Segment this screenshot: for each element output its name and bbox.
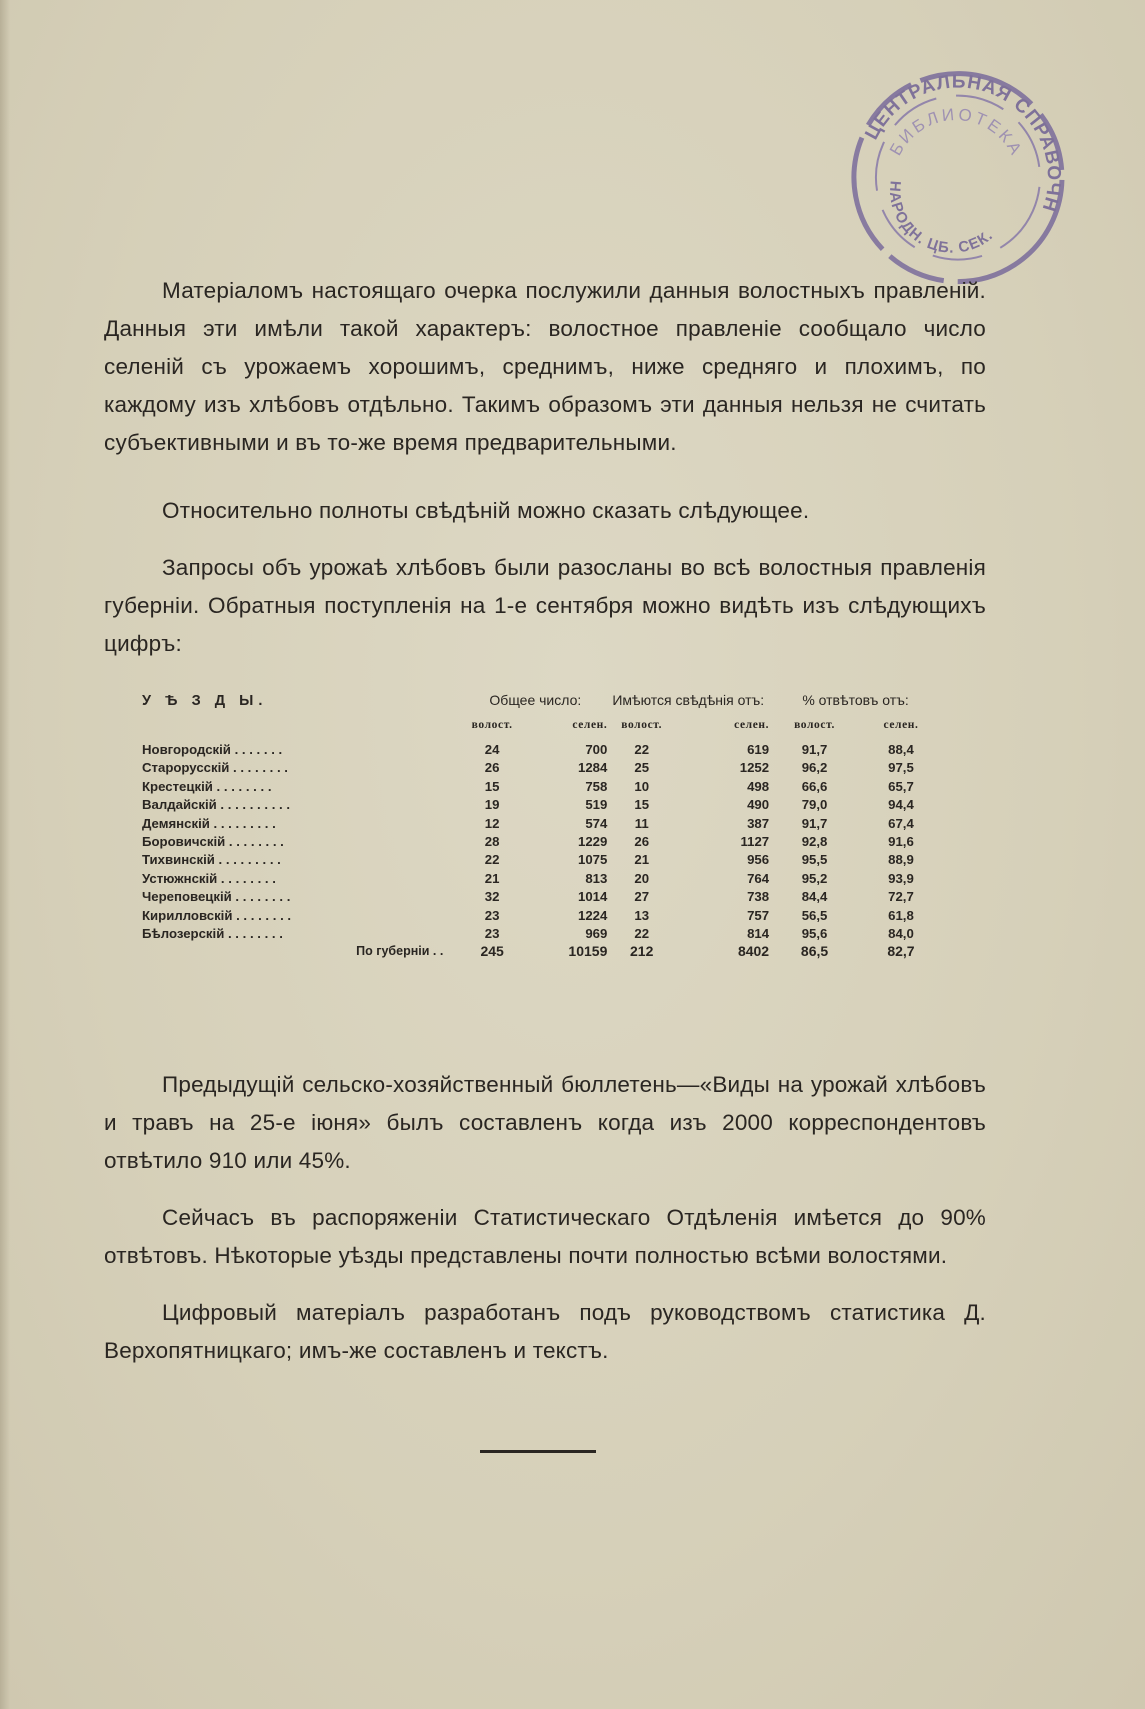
total-pct-volost: 86,5	[800, 943, 829, 960]
pct-selen: 94,4	[888, 797, 914, 813]
closing-rule	[480, 1450, 596, 1453]
total-volost: 12	[484, 815, 500, 831]
pct-selen: 91,6	[888, 834, 914, 850]
have-volost: 15	[634, 797, 650, 813]
have-volost: 13	[634, 907, 650, 923]
total-selen: 519	[585, 797, 608, 813]
svg-text:НАРОДН. ЦБ. СЕК.	[867, 175, 1003, 276]
responses-table	[142, 692, 942, 959]
table-row	[142, 851, 942, 869]
paragraph-requests: Запросы объ урожаѣ хлѣбовъ были разосланы во всѣ волостныя правленія губерніи. Обратныя поступленія на 1-е сентября можно видѣть изъ слѣдующихъ цифръ:	[104, 555, 986, 656]
total-have-selen: 8402	[737, 943, 770, 960]
page-left-edge	[0, 0, 10, 1709]
total-volost: 21	[484, 870, 500, 886]
have-selen: 490	[747, 797, 770, 813]
pct-volost: 56,5	[801, 907, 828, 923]
table-row	[142, 833, 942, 851]
paragraph-bulletin: Предыдущій сельско-хозяйственный бюллетень—«Виды на урожай хлѣбовъ и травъ на 25-е іюня» былъ составленъ когда изъ 2000 корреспондентовъ отвѣтило 910 или 45%.	[104, 1072, 986, 1173]
pct-selen: 88,9	[888, 852, 914, 868]
have-volost: 20	[634, 870, 650, 886]
total-volost: 23	[484, 926, 500, 942]
have-selen: 1127	[740, 834, 770, 850]
table-row	[142, 888, 942, 906]
have-volost: 11	[634, 815, 649, 831]
table-subheader-row	[142, 709, 942, 731]
total-selen: 1229	[578, 834, 608, 850]
total-selen: 813	[585, 870, 608, 886]
have-volost: 22	[634, 926, 650, 942]
total-volost: 22	[484, 852, 500, 868]
pct-volost: 91,7	[801, 815, 828, 831]
header-pct: % отвѣтовъ отъ:	[802, 692, 909, 708]
have-volost: 25	[634, 760, 650, 776]
uezd-name: Кирилловскій . . . . . . . .	[142, 907, 292, 923]
pct-selen: 65,7	[888, 778, 914, 794]
have-selen: 757	[747, 907, 770, 923]
header-have: Имѣются свѣдѣнія отъ:	[612, 692, 765, 708]
total-volost: 24	[484, 742, 500, 757]
subheader-selen: селен.	[883, 719, 919, 731]
have-selen: 498	[747, 778, 770, 794]
table-row	[142, 815, 942, 833]
table-row	[142, 870, 942, 888]
uezd-name: Бѣлозерскій . . . . . . . .	[142, 926, 283, 942]
total-label: По губерніи . .	[356, 944, 444, 959]
stamp-text-inner: БИБЛИОТЕКА	[885, 104, 1027, 161]
pct-volost: 95,5	[801, 852, 828, 868]
table-total-row	[142, 943, 942, 959]
pct-selen: 88,4	[888, 742, 914, 757]
text-block-top	[104, 272, 986, 663]
total-pct-selen: 82,7	[887, 943, 915, 960]
stamp-text-lower: НАРОДН. ЦБ. СЕК.	[885, 180, 997, 257]
header-total: Общее число:	[489, 692, 582, 708]
uezd-name: Старорусскій . . . . . . . .	[142, 760, 288, 776]
table-row	[142, 925, 942, 943]
paragraph-material: Матеріаломъ настоящаго очерка послужили данныя волостныхъ правленій. Данныя эти имѣли такой характеръ: волостное правленіе сообщало число селеній съ урожаемъ хорошимъ, среднимъ, ниже средняго и плохимъ, по каждому изъ хлѣбовъ отдѣльно. Такимъ образомъ эти данныя нельзя не считать субъективными и въ то-же время предварительными.	[104, 278, 986, 455]
pct-volost: 91,7	[801, 742, 828, 757]
table-row	[142, 741, 942, 759]
have-volost: 27	[634, 889, 650, 905]
have-selen: 764	[747, 870, 770, 886]
total-selen: 700	[585, 742, 608, 757]
have-volost: 21	[634, 852, 650, 868]
pct-volost: 79,0	[801, 797, 828, 813]
paragraph-current: Сейчасъ въ распоряженіи Статистическаго Отдѣленія имѣется до 90% отвѣтовъ. Нѣкоторые уѣзды представлены почти полностью всѣми волостями.	[104, 1205, 986, 1268]
uezd-name: Устюжнскій . . . . . . . .	[142, 870, 276, 886]
uezd-name: Боровичскій . . . . . . . .	[142, 834, 284, 850]
have-volost: 26	[634, 834, 650, 850]
table-row	[142, 907, 942, 925]
subheader-volost: волост.	[471, 719, 513, 731]
uezd-name: Тихвинскій . . . . . . . . .	[142, 852, 281, 868]
pct-volost: 84,4	[801, 889, 828, 905]
have-volost: 10	[634, 778, 650, 794]
table-row	[142, 796, 942, 814]
pct-selen: 97,5	[888, 760, 914, 776]
pct-selen: 84,0	[888, 926, 914, 942]
have-selen: 619	[747, 742, 770, 757]
pct-volost: 92,8	[801, 834, 828, 850]
total-selen: 758	[585, 778, 608, 794]
total-have-volost: 212	[630, 943, 654, 960]
uezd-name: Валдайскій . . . . . . . . . .	[142, 797, 291, 813]
header-uezd: У Ѣ З Д Ы.	[142, 692, 268, 709]
uezd-name: Демянскій . . . . . . . . .	[142, 815, 276, 831]
total-selen: 969	[585, 926, 608, 942]
text-block-bottom	[104, 1066, 986, 1370]
total-selen: 1284	[578, 760, 608, 776]
total-volost: 26	[484, 760, 500, 776]
total-selen: 1075	[578, 852, 608, 868]
total-volost: 28	[484, 834, 500, 850]
pct-volost: 95,6	[801, 926, 828, 942]
subheader-selen: селен.	[572, 719, 608, 731]
total-volost: 15	[484, 778, 500, 794]
pct-selen: 93,9	[888, 870, 914, 886]
pct-selen: 67,4	[888, 815, 914, 831]
table-header-row	[142, 692, 942, 709]
subheader-volost: волост.	[794, 719, 835, 731]
have-selen: 956	[747, 852, 770, 868]
paragraph-credits: Цифровый матеріалъ разработанъ подъ руководствомъ статистика Д. Верхопятницкаго; имъ-же составленъ и текстъ.	[104, 1300, 986, 1363]
have-selen: 1252	[739, 760, 770, 776]
uezd-name: Череповецкій . . . . . . . .	[142, 889, 291, 905]
uezd-name: Новгородскій . . . . . . .	[142, 742, 283, 757]
table-row	[142, 778, 942, 796]
total-volost: 245	[480, 943, 504, 960]
stamp-text-outer: ЦЕНТРАЛЬНАЯ СПРАВОЧНАЯ	[861, 71, 1065, 215]
pct-selen: 61,8	[888, 907, 914, 923]
uezd-name: Крестецкій . . . . . . . .	[142, 778, 272, 794]
subheader-volost: волост.	[621, 719, 663, 731]
total-selen: 1224	[578, 907, 608, 923]
subheader-selen: селен.	[734, 719, 770, 731]
pct-volost: 66,6	[801, 778, 828, 794]
pct-volost: 96,2	[801, 760, 828, 776]
total-volost: 19	[484, 797, 500, 813]
table-row	[142, 759, 942, 777]
have-selen: 738	[747, 889, 770, 905]
total-volost: 32	[484, 889, 500, 905]
have-selen: 814	[747, 926, 770, 942]
total-selen: 10159	[568, 943, 608, 960]
total-selen: 574	[585, 815, 608, 831]
paragraph-completeness: Относительно полноты свѣдѣній можно сказать слѣдующее.	[162, 498, 810, 523]
pct-selen: 72,7	[888, 889, 914, 905]
have-volost: 22	[634, 742, 650, 757]
total-volost: 23	[484, 907, 500, 923]
have-selen: 387	[747, 815, 770, 831]
total-selen: 1014	[578, 889, 608, 905]
pct-volost: 95,2	[801, 870, 828, 886]
table-body	[142, 741, 942, 943]
